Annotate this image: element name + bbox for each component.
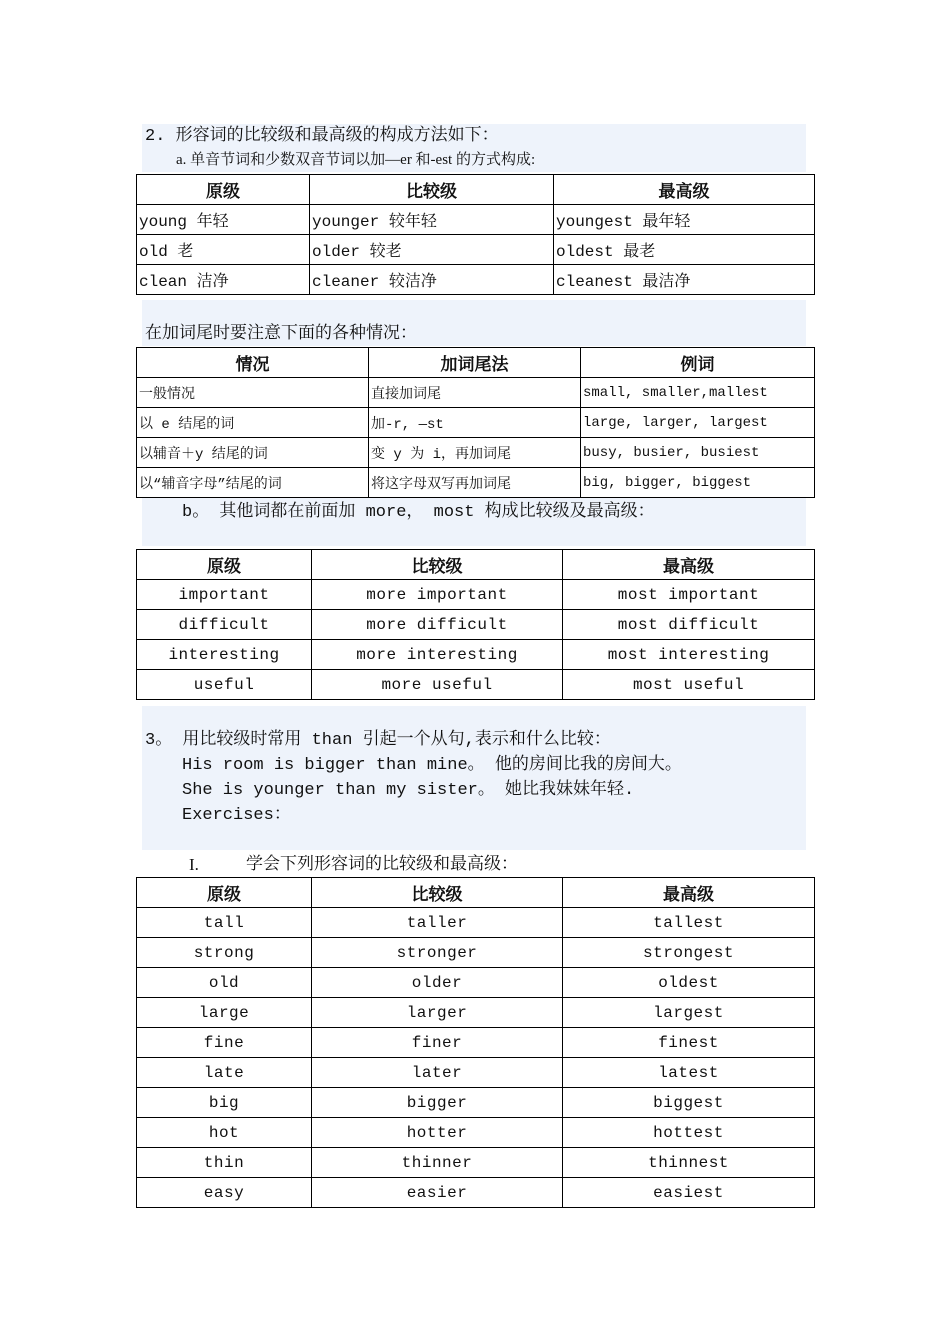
table-cell: older (312, 968, 563, 998)
section3-heading: 3。 用比较级时常用 than 引起一个从句,表示和什么比较： (145, 731, 611, 750)
col-header: 最高级 (563, 878, 815, 908)
section2-sub-b: b。 其他词都在前面加 more， most 构成比较级及最高级： (182, 503, 655, 522)
table-cell: hot (137, 1118, 312, 1148)
table-cell: taller (312, 908, 563, 938)
col-header: 最高级 (563, 550, 815, 580)
col-header: 原级 (137, 175, 310, 205)
table-cell: interesting (137, 640, 312, 670)
table-cell: thin (137, 1148, 312, 1178)
table-cell: old 老 (137, 235, 310, 265)
table-cell: larger (312, 998, 563, 1028)
table-exercise-words (136, 877, 815, 1208)
table-cell: important (137, 580, 312, 610)
notice-text: 在加词尾时要注意下面的各种情况： (145, 323, 417, 343)
table-header-row (137, 348, 815, 378)
table-cell: more important (312, 580, 563, 610)
col-header: 加词尾法 (369, 348, 581, 378)
table-cell: cleanest 最洁净 (554, 265, 815, 295)
exercise-text: 学会下列形容词的比较级和最高级： (246, 854, 518, 874)
table-cell: more difficult (312, 610, 563, 640)
table-cell: most useful (563, 670, 815, 700)
table-cell: cleaner 较洁净 (310, 265, 554, 295)
table-cell: old (137, 968, 312, 998)
table-cell: busy, busier, busiest (581, 438, 815, 468)
table-row (137, 670, 815, 700)
table-cell: fine (137, 1028, 312, 1058)
table-row (137, 1148, 815, 1178)
table-row (137, 938, 815, 968)
table-cell: finest (563, 1028, 815, 1058)
exercises-label: Exercises： (182, 806, 291, 825)
table-row (137, 1178, 815, 1208)
table-cell: young 年轻 (137, 205, 310, 235)
table-row (137, 1088, 815, 1118)
table-cell: older 较老 (310, 235, 554, 265)
table-cell: hottest (563, 1118, 815, 1148)
table-cell: most interesting (563, 640, 815, 670)
table-cell: oldest (563, 968, 815, 998)
table-cell: more useful (312, 670, 563, 700)
table-row (137, 235, 815, 265)
table-cell: 变 y 为 i，再加词尾 (369, 438, 581, 468)
table-cell: most important (563, 580, 815, 610)
table-cell: big (137, 1088, 312, 1118)
table-cell: easiest (563, 1178, 815, 1208)
table-cell: easier (312, 1178, 563, 1208)
table-cell: younger 较年轻 (310, 205, 554, 235)
section2-sub-a: a. 单音节词和少数双音节词以加—er 和-est 的方式构成: (176, 152, 536, 168)
col-header: 原级 (137, 878, 312, 908)
table-cell: oldest 最老 (554, 235, 815, 265)
table-row (137, 610, 815, 640)
table-cell: 将这字母双写再加词尾 (369, 468, 581, 498)
highlight-band (142, 706, 806, 850)
table-simple-comparison (136, 174, 815, 295)
table-cell: stronger (312, 938, 563, 968)
table-cell: latest (563, 1058, 815, 1088)
col-header: 最高级 (554, 175, 815, 205)
table-suffix-rules (136, 347, 815, 498)
table-row (137, 1118, 815, 1148)
table-cell: 以“辅音字母”结尾的词 (137, 468, 369, 498)
table-cell: 以辅音＋y 结尾的词 (137, 438, 369, 468)
exercise-numeral: I. (189, 855, 199, 874)
table-cell: later (312, 1058, 563, 1088)
table-header-row (137, 175, 815, 205)
table-row (137, 265, 815, 295)
table-row (137, 1058, 815, 1088)
table-cell: easy (137, 1178, 312, 1208)
col-header: 情况 (137, 348, 369, 378)
table-row (137, 580, 815, 610)
col-header: 原级 (137, 550, 312, 580)
table-cell: thinner (312, 1148, 563, 1178)
table-cell: large, larger, largest (581, 408, 815, 438)
table-cell: bigger (312, 1088, 563, 1118)
table-cell: finer (312, 1028, 563, 1058)
table-cell: hotter (312, 1118, 563, 1148)
section2-heading: 2. 形容词的比较级和最高级的构成方法如下： (145, 127, 499, 146)
table-cell: biggest (563, 1088, 815, 1118)
table-cell: most difficult (563, 610, 815, 640)
table-cell: tallest (563, 908, 815, 938)
table-cell: 直接加词尾 (369, 378, 581, 408)
table-cell: thinnest (563, 1148, 815, 1178)
table-cell: 以 e 结尾的词 (137, 408, 369, 438)
col-header: 比较级 (312, 550, 563, 580)
table-row (137, 378, 815, 408)
table-cell: small, smaller,mallest (581, 378, 815, 408)
table-row (137, 205, 815, 235)
example-sentence: She is younger than my sister。 她比我妹妹年轻. (182, 781, 635, 800)
table-row (137, 968, 815, 998)
table-cell: tall (137, 908, 312, 938)
col-header: 比较级 (310, 175, 554, 205)
table-row (137, 908, 815, 938)
table-cell: clean 洁净 (137, 265, 310, 295)
table-cell: difficult (137, 610, 312, 640)
table-cell: large (137, 998, 312, 1028)
table-cell: more interesting (312, 640, 563, 670)
table-cell: late (137, 1058, 312, 1088)
example-sentence: His room is bigger than mine。 他的房间比我的房间大。 (182, 756, 682, 775)
table-header-row (137, 878, 815, 908)
table-cell: big, bigger, biggest (581, 468, 815, 498)
col-header: 例词 (581, 348, 815, 378)
table-cell: 一般情况 (137, 378, 369, 408)
table-row (137, 998, 815, 1028)
table-row (137, 468, 815, 498)
table-row (137, 1028, 815, 1058)
table-cell: youngest 最年轻 (554, 205, 815, 235)
table-more-most (136, 549, 815, 700)
table-cell: strong (137, 938, 312, 968)
table-cell: useful (137, 670, 312, 700)
table-cell: 加-r, —st (369, 408, 581, 438)
table-cell: largest (563, 998, 815, 1028)
table-row (137, 438, 815, 468)
table-row (137, 640, 815, 670)
col-header: 比较级 (312, 878, 563, 908)
table-row (137, 408, 815, 438)
table-header-row (137, 550, 815, 580)
table-cell: strongest (563, 938, 815, 968)
